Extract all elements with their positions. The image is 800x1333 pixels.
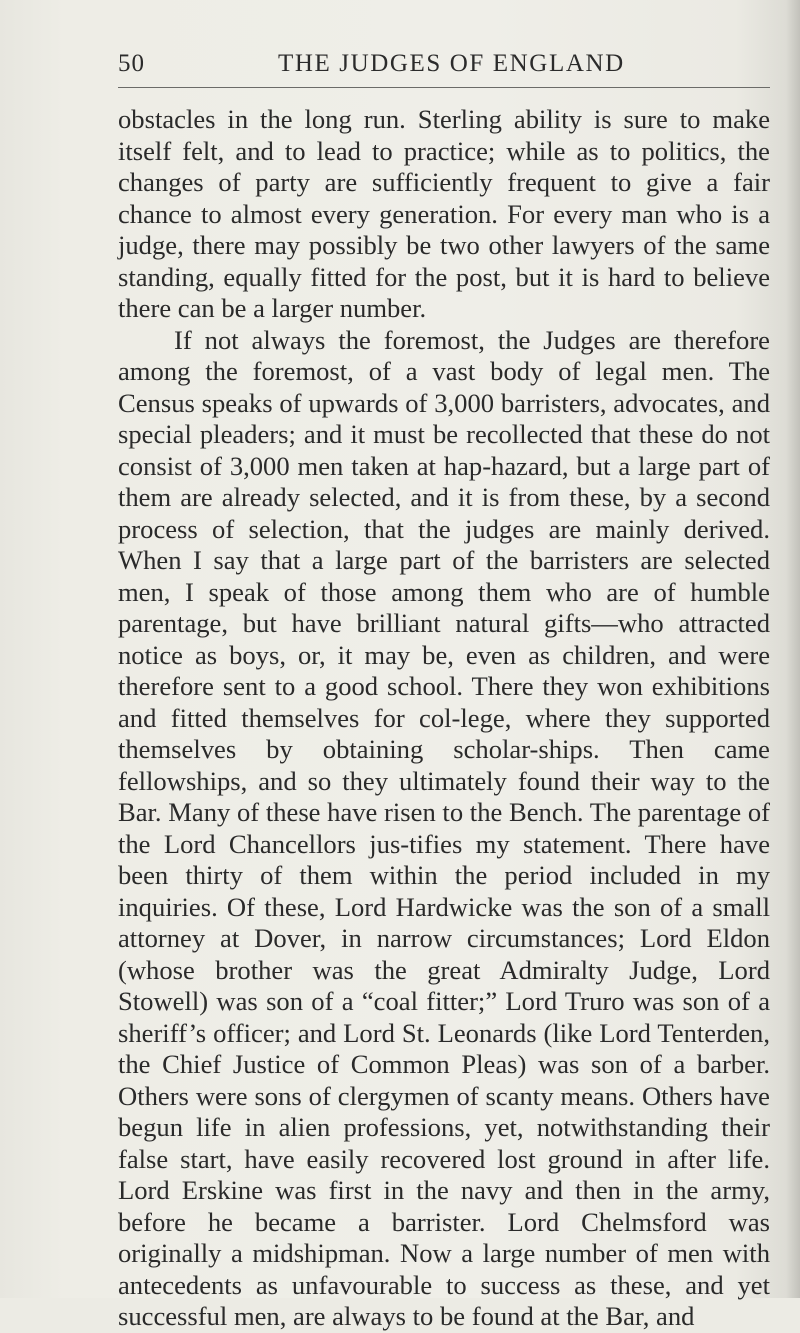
page-header <box>118 50 770 84</box>
page-number: 50 <box>118 50 145 77</box>
body-text <box>118 104 770 1333</box>
header-rule <box>118 87 770 88</box>
paragraph: obstacles in the long run. Sterling ability is sure to make itself felt, and to lead to practice; while as to politics, the changes of party are sufficiently frequent to give a fair chance to almost every generation. For every man who is a judge, there may possibly be two other lawyers of the same standing, equally fitted for the post, but it is hard to believe there can be a larger number. <box>118 104 770 323</box>
running-head: THE JUDGES OF ENGLAND <box>278 50 625 77</box>
paragraph: If not always the foremost, the Judges are therefore among the foremost, of a vast body of legal men. The Census speaks of upwards of 3,000 barristers, advocates, and special pleaders; and it must be recollected that these do not consist of 3,000 men taken at hap-hazard, but a large part of them are already selected, and it is from these, by a second process of selection, that the judges are mainly derived. When I say that a large part of the barristers are selected men, I speak of those among them who are of humble parentage, but have brilliant natural gifts—who attracted notice as boys, or, it may be, even as children, and were therefore sent to a good school. There they won exhibitions and fitted themselves for col-lege, where they supported themselves by obtaining scholar-ships. Then came fellowships, and so they ultimately found their way to the Bar. Many of these have risen to the Bench. The parentage of the Lord Chancellors jus-tifies my statement. There have been thirty of them within the period included in my inquiries. Of these, Lord Hardwicke was the son of a small attorney at Dover, in narrow circumstances; Lord Eldon (whose brother was the great Admiralty Judge, Lord Stowell) was son of a “coal fitter;” Lord Truro was son of a sheriff’s officer; and Lord St. Leonards (like Lord Tenterden, the Chief Justice of Common Pleas) was son of a barber. Others were sons of clergymen of scanty means. Others have begun life in alien professions, yet, notwithstanding their false start, have easily recovered lost ground in after life. Lord Erskine was first in the navy and then in the army, before he became a barrister. Lord Chelmsford was originally a midshipman. Now a large number of men with antecedents as unfavourable to success as these, and yet successful men, are always to be found at the Bar, and <box>118 324 770 1331</box>
page-edge-shadow <box>786 0 800 1298</box>
